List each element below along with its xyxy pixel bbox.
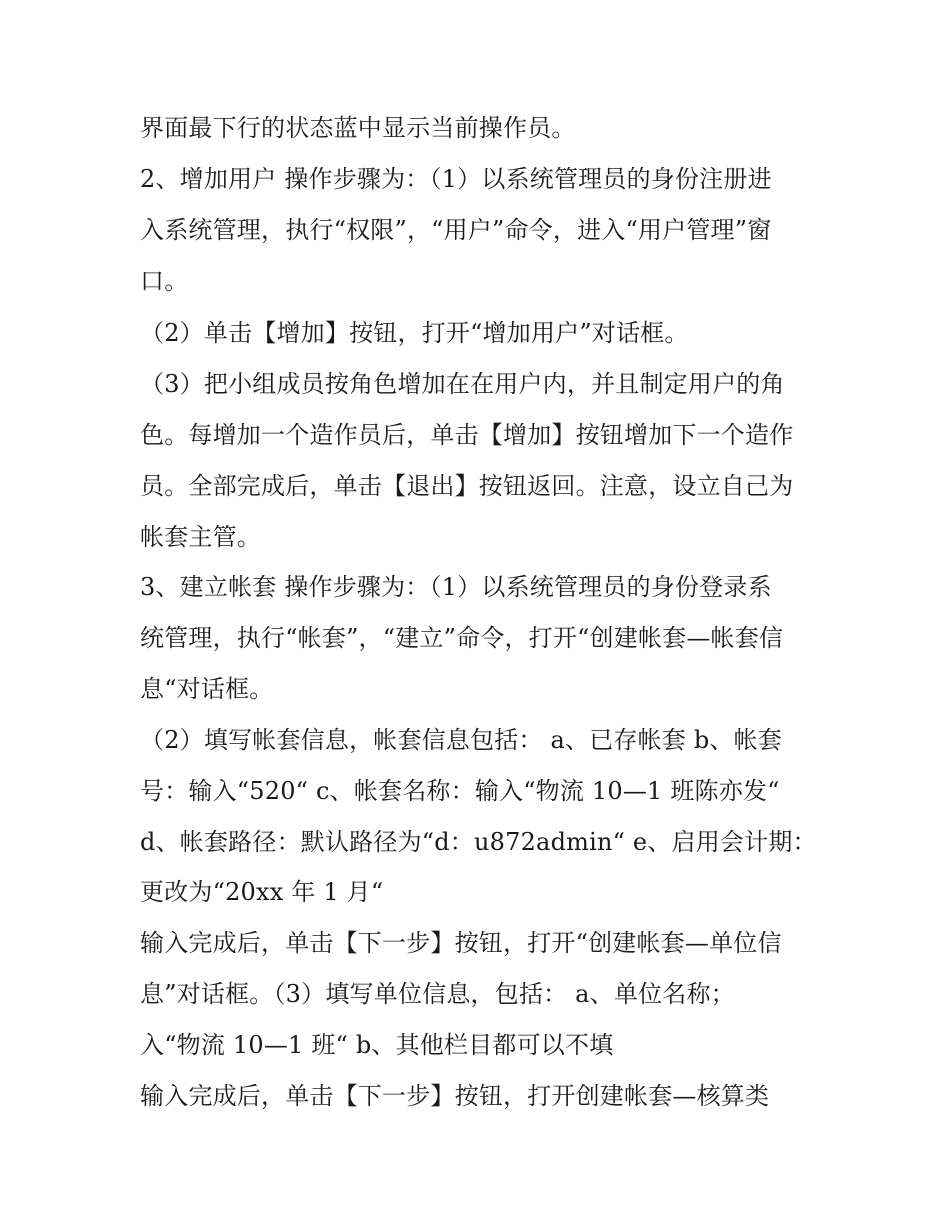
text-line: 号：输入“520“ c、帐套名称：输入“物流 10—1 班陈亦发“ bbox=[140, 777, 780, 805]
text-line: 员。全部完成后，单击【退出】按钮返回。注意，设立自己为 bbox=[140, 472, 794, 500]
text-line: 更改为“20xx 年 1 月“ bbox=[140, 878, 384, 906]
text-line: 2、增加用户 操作步骤为：（1）以系统管理员的身份注册进 bbox=[140, 165, 772, 193]
text-line: 帐套主管。 bbox=[140, 523, 261, 551]
text-line: 输入完成后，单击【下一步】按钮，打开创建帐套—核算类 bbox=[140, 1082, 770, 1110]
text-line: 入系统管理，执行“权限”，“用户”命令，进入“用户管理”窗 bbox=[140, 216, 772, 244]
text-line: d、帐套路径：默认路径为“d：u872admin“ e、启用会计期： bbox=[140, 828, 817, 856]
text-line: 3、建立帐套 操作步骤为：（1）以系统管理员的身份登录系 bbox=[140, 573, 772, 601]
text-line: （2）单击【增加】按钮，打开“增加用户”对话框。 bbox=[140, 319, 689, 347]
text-line: 息”对话框。（3）填写单位信息，包括： a、单位名称； bbox=[140, 980, 735, 1008]
text-line: 口。 bbox=[140, 267, 189, 295]
text-line: （2）填写帐套信息，帐套信息包括： a、已存帐套 b、帐套 bbox=[140, 726, 782, 754]
text-line: 息“对话框。 bbox=[140, 675, 274, 703]
text-line: 界面最下行的状态蓝中显示当前操作员。 bbox=[140, 114, 576, 142]
text-line: （3）把小组成员按角色增加在在用户内，并且制定用户的角 bbox=[140, 370, 785, 398]
text-line: 入“物流 10—1 班“ b、其他栏目都可以不填 bbox=[140, 1031, 614, 1059]
text-line: 色。每增加一个造作员后，单击【增加】按钮增加下一个造作 bbox=[140, 421, 794, 449]
text-line: 输入完成后，单击【下一步】按钮，打开“创建帐套—单位信 bbox=[140, 929, 782, 957]
text-line: 统管理，执行“帐套”，“建立”命令，打开“创建帐套—帐套信 bbox=[140, 624, 784, 652]
